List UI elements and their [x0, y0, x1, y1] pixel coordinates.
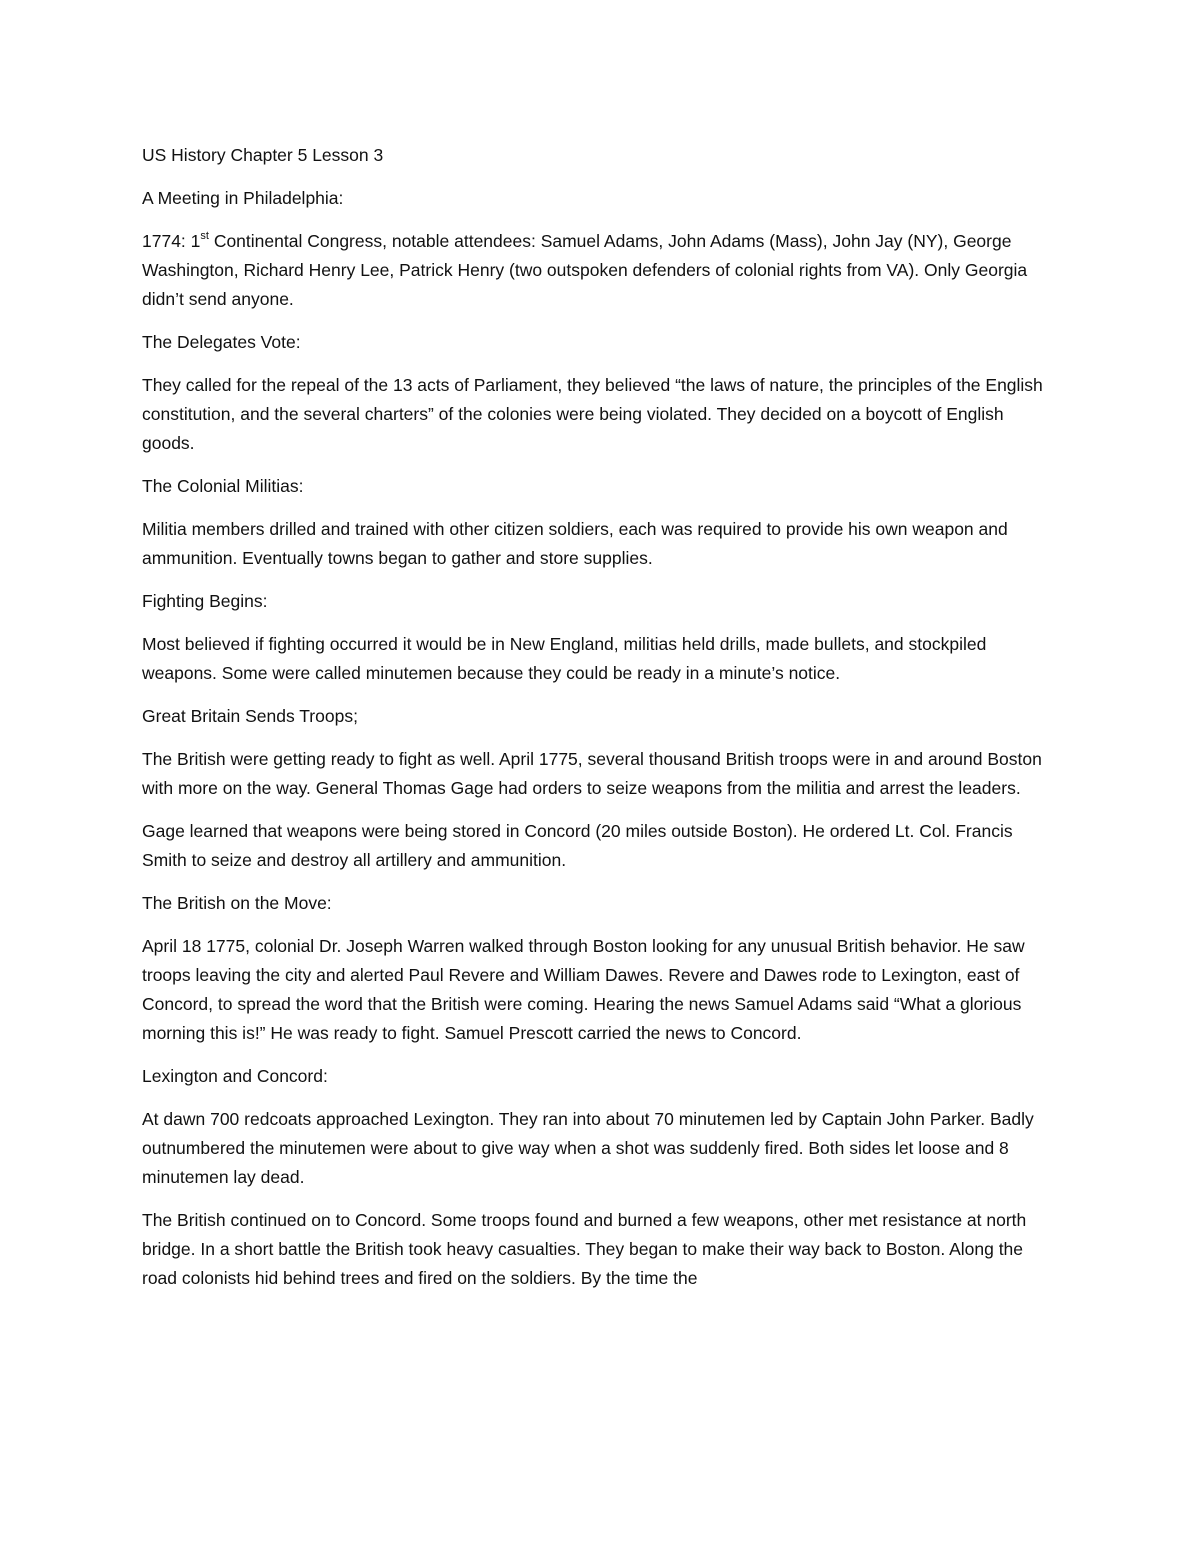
section-heading-militias: The Colonial Militias: [142, 476, 304, 496]
section-paragraph-delegates: They called for the repeal of the 13 acts of Parliament, they believed “the laws of nature, the principles of the English constitution, and the several charters” of the colonies were being violated. They decided on a boycott of English goods. [142, 375, 1043, 453]
paragraph-year-text: 1774: 1 [142, 231, 201, 251]
section-heading-move: The British on the Move: [142, 893, 332, 913]
section-paragraph-fighting: Most believed if fighting occurred it would be in New England, militias held drills, made bullets, and stockpiled weapons. Some were called minutemen because they could be ready in a minute’s notice. [142, 634, 987, 683]
section-paragraph-militias: Militia members drilled and trained with other citizen soldiers, each was required to provide his own weapon and ammunition. Eventually towns began to gather and store supplies. [142, 519, 1008, 568]
section-heading-lexington: Lexington and Concord: [142, 1066, 328, 1086]
document-title: US History Chapter 5 Lesson 3 [142, 145, 384, 165]
section-heading-delegates: The Delegates Vote: [142, 332, 301, 352]
section-paragraph-lexington-2: The British continued on to Concord. Some troops found and burned a few weapons, other met resistance at north bridge. In a short battle the British took heavy casualties. They began to make their way back to Boston. Along the road colonists hid behind trees and fired on the soldiers. By the time the [142, 1210, 1027, 1288]
ordinal-superscript: st [200, 230, 209, 243]
section-heading-troops: Great Britain Sends Troops; [142, 706, 358, 726]
section-paragraph-troops-2: Gage learned that weapons were being stored in Concord (20 miles outside Boston). He ordered Lt. Col. Francis Smith to seize and destroy all artillery and ammunition. [142, 821, 1013, 870]
document-body [142, 141, 1058, 1307]
section-paragraph-meeting [142, 227, 1058, 314]
section-paragraph-troops: The British were getting ready to fight as well. April 1775, several thousand British troops were in and around Boston with more on the way. General Thomas Gage had orders to seize weapons from the militia and arrest the leaders. [142, 749, 1042, 798]
section-heading-meeting: A Meeting in Philadelphia: [142, 188, 344, 208]
section-heading-fighting: Fighting Begins: [142, 591, 268, 611]
paragraph-rest-text: Continental Congress, notable attendees: Samuel Adams, John Adams (Mass), John Jay (NY), George Washington, Richard Henry Lee, Patrick Henry (two outspoken defenders of colonial rights from VA). Only Georgia didn’t send anyone. [142, 231, 1028, 309]
section-paragraph-lexington: At dawn 700 redcoats approached Lexington. They ran into about 70 minutemen led by Captain John Parker. Badly outnumbered the minutemen were about to give way when a shot was suddenly fired. Both sides let loose and 8 minutemen lay dead. [142, 1109, 1034, 1187]
section-paragraph-move: April 18 1775, colonial Dr. Joseph Warren walked through Boston looking for any unusual British behavior. He saw troops leaving the city and alerted Paul Revere and William Dawes. Revere and Dawes rode to Lexington, east of Concord, to spread the word that the British were coming. Hearing the news Samuel Adams said “What a glorious morning this is!” He was ready to fight. Samuel Prescott carried the news to Concord. [142, 936, 1025, 1043]
